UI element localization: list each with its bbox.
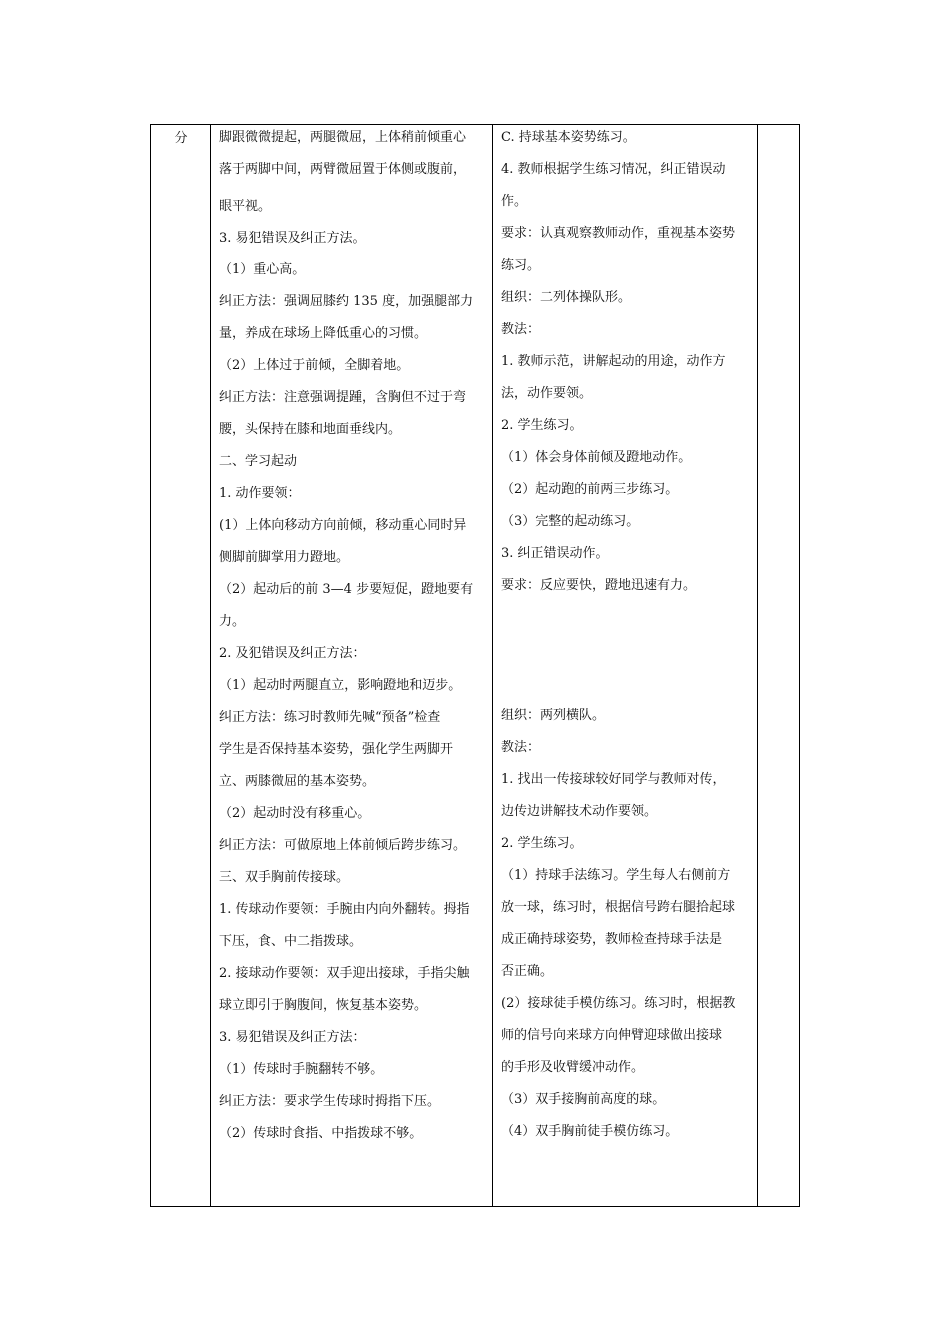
method-line: (2）接球徒手模仿练习。练习时，根据教: [501, 996, 736, 1011]
content-line: 3. 易犯错误及纠正方法。: [219, 231, 366, 246]
method-line: （4）双手胸前徒手模仿练习。: [501, 1124, 679, 1139]
method-line: 师的信号向来球方向伸臂迎球做出接球: [501, 1028, 723, 1043]
content-line: 2. 接球动作要领：双手迎出接球，手指尖触: [219, 966, 470, 981]
method-column: [493, 125, 758, 1206]
content-line: (1）上体向移动方向前倾，移动重心同时异: [219, 518, 467, 533]
method-line: （2）起动跑的前两三步练习。: [501, 482, 679, 497]
content-line: 纠正方法：要求学生传球时拇指下压。: [219, 1094, 441, 1109]
content-line: 纠正方法：强调屈膝约 135 度，加强腿部力: [219, 294, 474, 309]
method-line: 法，动作要领。: [501, 386, 593, 401]
method-line: 作。: [501, 194, 528, 209]
content-line: 2. 及犯错误及纠正方法：: [219, 646, 366, 661]
content-line: 三、双手胸前传接球。: [219, 870, 350, 885]
method-line: 成正确持球姿势，教师检查持球手法是: [501, 932, 723, 947]
content-line: （2）起动后的前 3—4 步要短促，蹬地要有: [219, 582, 474, 597]
content-column: [211, 125, 493, 1206]
content-line: 眼平视。: [219, 199, 272, 214]
method-line: 2. 学生练习。: [501, 418, 583, 433]
method-line: 放一球，练习时，根据信号跨右腿拾起球: [501, 900, 736, 915]
method-line: 教法：: [501, 740, 541, 755]
content-line: 1. 传球动作要领：手腕由内向外翻转。拇指: [219, 902, 470, 917]
method-line: 4. 教师根据学生练习情况，纠正错误动: [501, 162, 726, 177]
method-line: 教法：: [501, 322, 541, 337]
content-line: 纠正方法：可做原地上体前倾后跨步练习。: [219, 838, 467, 853]
method-line: 练习。: [501, 258, 541, 273]
notes-column: [758, 125, 800, 1206]
content-line: 下压，食、中二指拨球。: [219, 934, 363, 949]
method-line: 否正确。: [501, 964, 554, 979]
section-column: [151, 125, 211, 1206]
method-line: 要求：反应要快，蹬地迅速有力。: [501, 578, 697, 593]
section-label: 分: [174, 131, 188, 146]
content-line: 脚跟微微提起，两腿微屈，上体稍前倾重心: [219, 130, 467, 145]
content-line: 纠正方法：练习时教师先喊“预备”检查: [219, 710, 441, 725]
method-line: 2. 学生练习。: [501, 836, 583, 851]
content-line: （1）起动时两腿直立，影响蹬地和迈步。: [219, 678, 462, 693]
content-line: 纠正方法：注意强调提踵，含胸但不过于弯: [219, 390, 467, 405]
method-line: C. 持球基本姿势练习。: [501, 130, 636, 145]
method-line: （3）双手接胸前高度的球。: [501, 1092, 666, 1107]
method-line: 组织：二列体操队形。: [501, 290, 632, 305]
content-line: 二、学习起动: [219, 454, 298, 469]
content-line: 力。: [219, 614, 246, 629]
content-line: 3. 易犯错误及纠正方法：: [219, 1030, 366, 1045]
content-line: （1）重心高。: [219, 262, 306, 277]
method-line: 组织：两列横队。: [501, 708, 606, 723]
content-line: 立、两膝微屈的基本姿势。: [219, 774, 376, 789]
content-line: （2）传球时食指、中指拨球不够。: [219, 1126, 423, 1141]
method-line: （1）体会身体前倾及蹬地动作。: [501, 450, 692, 465]
content-line: （2）上体过于前倾，全脚着地。: [219, 358, 410, 373]
method-line: 3. 纠正错误动作。: [501, 546, 609, 561]
method-line: 1. 教师示范，讲解起动的用途，动作方: [501, 354, 726, 369]
content-line: 腰，头保持在膝和地面垂线内。: [219, 422, 402, 437]
content-line: （1）传球时手腕翻转不够。: [219, 1062, 384, 1077]
method-line: 边传边讲解技术动作要领。: [501, 804, 658, 819]
content-line: 落于两脚中间，两臂微屈置于体侧或腹前，: [219, 162, 467, 177]
content-line: 侧脚前脚掌用力蹬地。: [219, 550, 350, 565]
content-line: 球立即引于胸腹间，恢复基本姿势。: [219, 998, 428, 1013]
method-line: （1）持球手法练习。学生每人右侧前方: [501, 868, 731, 883]
content-line: 1. 动作要领：: [219, 486, 301, 501]
content-line: 学生是否保持基本姿势，强化学生两脚开: [219, 742, 454, 757]
method-line: 1. 找出一传接球较好同学与教师对传，: [501, 772, 726, 787]
content-line: 量，养成在球场上降低重心的习惯。: [219, 326, 428, 341]
method-line: （3）完整的起动练习。: [501, 514, 640, 529]
method-line: 的手形及收臂缓冲动作。: [501, 1060, 645, 1075]
method-line: 要求：认真观察教师动作，重视基本姿势: [501, 226, 736, 241]
lesson-table: [150, 124, 800, 1207]
content-line: （2）起动时没有移重心。: [219, 806, 371, 821]
